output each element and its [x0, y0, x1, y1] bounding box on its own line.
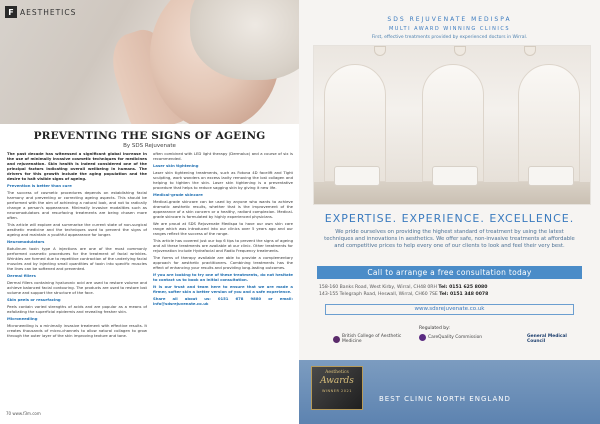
article-body [7, 151, 293, 403]
advert-body: We pride ourselves on providing the highest standard of treatment by using the latest techniques and innovations in aesthetics. We offer safe, non-invasive treatments at affordable and competitive prices to help every one of our clients to look and feel their very best. [324, 229, 575, 249]
cqc-icon [419, 334, 426, 341]
arch-panel [518, 64, 580, 182]
consultation-cta: Call to arrange a free consultation today [317, 266, 582, 279]
hero-image [0, 0, 299, 124]
article-paragraph: If you are looking to try one of these treatments, do not hesitate to contact us to book an initial consultation. [153, 272, 293, 282]
article-paragraph: Peels contain varied strengths of acids and are popular as a means of exfoliating the superficial epidermis and revealing fresher skin. [7, 304, 147, 314]
article-page [0, 0, 299, 424]
article-paragraph: This article will explore and summarise the current state of non-surgical aesthetic medicine and the techniques used to prevent the signs of ageing and maintain a youthful appearance for longer. [7, 222, 147, 237]
article-paragraph: Skin peels or resurfacing [7, 297, 61, 302]
page-folio: 70 www.f3m.com [6, 411, 41, 416]
article-paragraph: Medical-grade skincare can be used by anyone who wants to achieve dramatic aesthetic results, whether that is the improvement of the appearance of a skin concern or a healthy, radiant complexion. Medical-grade skincare is formulated by highly experienced physicians. [153, 199, 293, 219]
award-year: WINNER 2021 [322, 389, 352, 393]
clinic-website: www.sdsrejuvenate.co.uk [325, 304, 574, 315]
clinic-subline: First, effective treatments provided by experienced doctors in Wirral. [371, 35, 528, 40]
arch-panel [324, 64, 386, 182]
clinic-interior-photo [313, 45, 591, 205]
cqc-name: CareQuality Commission [428, 335, 483, 340]
bcam-name: British College of Aesthetic Medicine [342, 334, 402, 344]
address-heswall [319, 291, 580, 298]
advert-page [299, 0, 600, 424]
treatment-bed [334, 166, 380, 186]
article-paragraph: Medical-grade skincare [153, 192, 203, 197]
article-paragraph: Laser skin tightening treatments, such as Fotona 4D facelift and Tight sculpting, work wonders on excess laxity removing the lost collagen and helping to tighten the skin. Laser skin tightening is a preventative procedure that helps to reduce sagging skin by giving it new life. [153, 170, 293, 190]
award-category: BEST CLINIC NORTH ENGLAND [379, 395, 511, 403]
article-paragraph: Prevention is better than cure [7, 183, 72, 188]
article-paragraph: Microneedling is a minimally invasive treatment with effective results. It creates thousands of micro-channels to allow natural collagen to grow through the outer layer of the skin improving texture and tone. [7, 323, 147, 338]
article-paragraph: The past decade has witnessed a significant global increase in the use of minimally invasive cosmetic techniques for medicines and rejuvenation. Skin health is indeed considered one of the principal factors indicating overall wellbeing in humans. The drivers for this growth include the aging population and the desire to halt visible signs of ageing. [7, 151, 147, 181]
article-paragraph: Botulinum toxin type A injections are one of the most commonly performed cosmetic procedures for the treatment of facial wrinkles. Wrinkles are formed due to repetitive contraction of the underlying facial muscles and by injecting small quantities of toxin into specific muscles the lines can be softened and prevented. [7, 246, 147, 271]
award-title: Aesthetics [325, 370, 349, 375]
address-line: 158-160 Banks Road, West Kirby, Wirral, CH48 0RH [319, 285, 437, 290]
article-byline: By SDS Rejuvenate [123, 143, 176, 149]
brand-name: AESTHETICS [20, 7, 77, 17]
regulated-label: Regulated by: [419, 326, 450, 331]
article-paragraph: The success of cosmetic procedures depends on establishing facial harmony and preventing or correcting ageing aspects. This should be performed with the aim of achieving a natural look, and not to radically change a person's appearance. Minimally invasive modalities such as neuromodulators and resurfacing treatments are being chosen more often. [7, 190, 147, 220]
article-paragraph: Dermal fillers [7, 273, 36, 278]
article-paragraph: Neuromodulators [7, 239, 45, 244]
article-column-2 [153, 151, 293, 403]
gmc-name: General Medical Council [527, 334, 567, 344]
award-word: Awards [320, 376, 354, 386]
article-paragraph: Laser skin tightening [153, 163, 199, 168]
treatment-bed [528, 166, 574, 186]
article-title: PREVENTING THE SIGNS OF AGEING [33, 130, 266, 142]
phone-number: Tel: 0151 348 0078 [439, 292, 489, 297]
gmc-logo [527, 334, 577, 344]
advert-headline: EXPERTISE. EXPERIENCE. EXCELLENCE. [324, 212, 575, 225]
treatment-bed [432, 166, 478, 186]
cqc-logo [419, 334, 488, 341]
article-paragraph: This article has covered just our top 6 tips to prevent the signs of ageing and all these treatments are available at our clinic. Other treatments for rejuvenation include Hydrafacial and Radio Frequency treatments. [153, 238, 293, 253]
clinic-tagline: MULTI AWARD WINNING CLINICS [388, 26, 511, 32]
article-paragraph: It is our trust and team here to ensure that we are made a firmer, softer skin a better version of you and a safe experience. [153, 284, 293, 294]
brand-mark-icon: F [5, 6, 17, 18]
article-paragraph: Share all about us: 0151 678 9880 or email: info@sdsrejuvenate.co.uk [153, 296, 293, 306]
article-paragraph: The forms of therapy available are able to provide a complementary approach for aesthetic practitioners. Combining treatments has the effect of enhancing your results and providing long-lasting outcomes. [153, 255, 293, 270]
award-banner [299, 360, 600, 424]
article-paragraph: Dermal fillers containing hyaluronic acid are used to restore volume and achieve balanced facial contouring. The products are used to restore lost volume and support the structure of the face. [7, 280, 147, 295]
bcam-logo [333, 334, 404, 344]
award-badge [311, 366, 363, 410]
address-west-kirby [319, 284, 580, 291]
article-paragraph: often combined with LED light therapy (Dermalux) and a course of six is recommended. [153, 151, 293, 161]
ceiling-lamp [454, 46, 466, 56]
clinic-addresses [319, 284, 580, 298]
arch-panel [422, 64, 484, 182]
address-line: 143-155 Telegraph Road, Heswall, Wirral, CH60 7SE [319, 292, 438, 297]
ceiling-lamp [374, 46, 386, 56]
article-column-1 [7, 151, 147, 403]
magazine-brand [5, 6, 76, 18]
article-paragraph: We are proud at SDS Rejuvenate Medispa to have our own skin care range which was introduced into our clinics over 5 years ago and our ranges reflect the success of the range. [153, 221, 293, 236]
clinic-logo [299, 16, 600, 40]
phone-number: Tel: 0151 625 8080 [438, 285, 488, 290]
ceiling-lamp [524, 46, 536, 56]
article-paragraph: Microneedling [7, 316, 38, 321]
clinic-name: SDS REJUVENATE MEDISPA [387, 16, 512, 23]
bcam-icon [333, 336, 340, 343]
